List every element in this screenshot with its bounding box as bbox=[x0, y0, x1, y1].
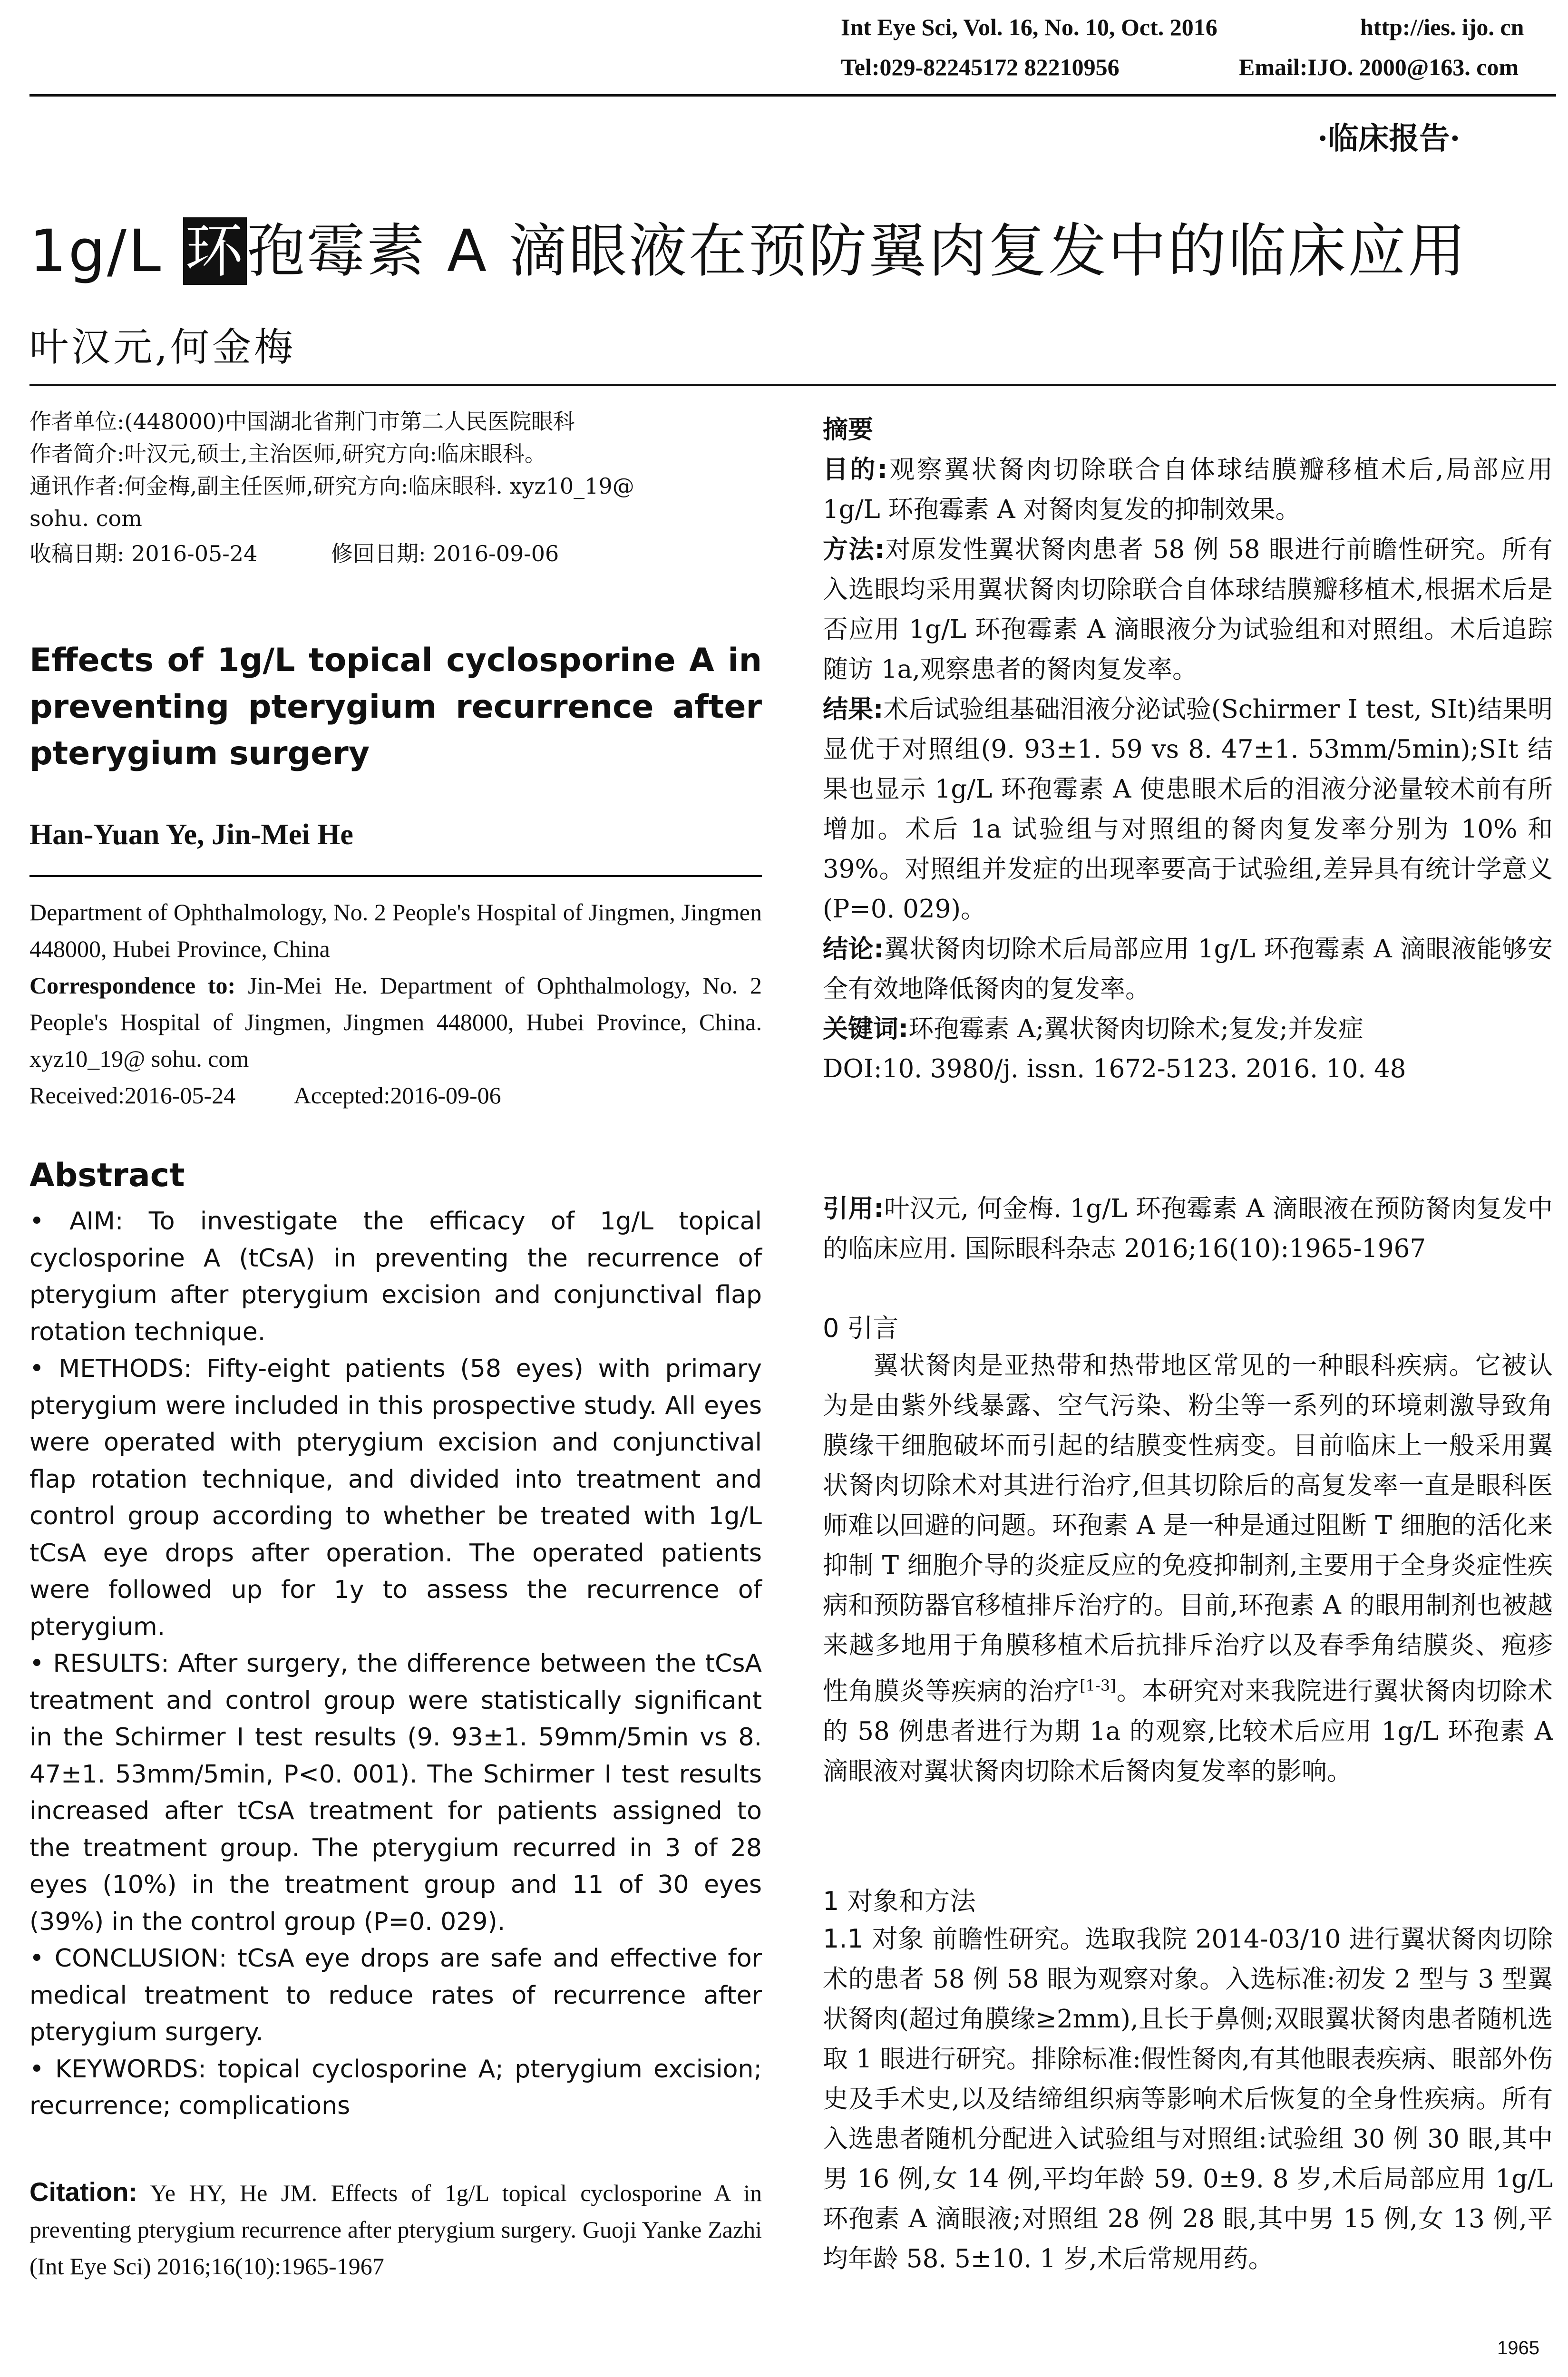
cn-aim: 观察翼状胬肉切除联合自体球结膜瓣移植术后,局部应用 1g/L 环孢霉素 A 对胬肉复发的抑制效果。 bbox=[823, 455, 1553, 524]
intro-body-2: 。本研究对来我院进行翼状胬肉切除术的 58 例患者进行为期 1a 的观察,比较术后应用 1g/L 环孢素 A 滴眼液对翼状胬肉切除术后胬肉复发率的影响。 bbox=[823, 1676, 1553, 1786]
cn-results: 术后试验组基础泪液分泌试验(Schirmer Ⅰ test, SⅠt)结果明显优于对照组(9. 93±1. 59 vs 8. 47±1. 53mm/5min);SⅠt 结果也显示 1g/L 环孢霉素 A 使患眼术后的泪液分泌量较术前有所增加。术后 1a 试验组与对照组的胬肉复发率分别为 10% 和 39%。对照组并发症的出现率要高于试验组,差异具有统计学意义(P=0. 029)。 bbox=[823, 695, 1553, 924]
revised-date: 修回日期: 2016-09-06 bbox=[331, 541, 559, 566]
methods-body: 前瞻性研究。选取我院 2014-03/10 进行翼状胬肉切除术的患者 58 例 58 眼为观察对象。入选标准:初发 2 型与 3 型翼状胬肉(超过角膜缘≥2mm),且长于鼻侧;双眼翼状胬肉患者随机选取 1 眼进行研究。排除标准:假性胬肉,有其他眼表疾病、眼部外伤史及手术史,以及结缔组织病等影响术后恢复的全身性疾病。所有入选患者随机分配进入试验组与对照组:试验组 30 例 30 眼,其中男 16 例,女 14 例,平均年龄 59. 0±9. 8 岁,术后局部应用 1g/L 环孢素 A 滴眼液;对照组 28 例 28 眼,其中男 15 例,女 13 例,平均年龄 58. 5±10. 1 岁,术后常规用药。 bbox=[823, 1925, 1553, 2273]
journal-url[interactable]: http://ies. ijo. cn bbox=[1360, 14, 1524, 40]
correspondence bbox=[29, 967, 762, 1077]
abstract-conclusion: • CONCLUSION: tCsA eye drops are safe and effective for medical treatment to reduce rates of recurrence after pterygium surgery. bbox=[29, 1944, 762, 2046]
abstract-keywords: • KEYWORDS: topical cyclosporine A; pterygium excision; recurrence; complications bbox=[29, 2055, 762, 2120]
cn-cite-label: 引用: bbox=[823, 1194, 884, 1223]
intro-heading: 0 引言 bbox=[823, 1313, 899, 1343]
chinese-abstract bbox=[823, 410, 1553, 1089]
journal-email[interactable]: Email:IJO. 2000@163. com bbox=[1239, 54, 1519, 80]
author-unit: 作者单位:(448000)中国湖北省荆门市第二人民医院眼科 bbox=[29, 409, 575, 434]
correspondence-text: Jin-Mei He. Department of Ophthalmology, No. 2 People's Hospital of Jingmen, Jingmen 448000, Hubei Province, China. xyz10_19@ sohu. com bbox=[29, 972, 762, 1072]
doi[interactable]: DOI:10. 3980/j. issn. 1672-5123. 2016. 10. 48 bbox=[823, 1054, 1406, 1083]
author-info bbox=[29, 405, 762, 570]
english-title: Effects of 1g/L topical cyclosporine A in preventing pterygium recurrence after pterygium surgery bbox=[29, 642, 762, 772]
english-dates bbox=[29, 1077, 762, 1114]
intro-text bbox=[823, 1346, 1553, 1792]
journal-citation-line bbox=[841, 13, 1217, 41]
author-rule bbox=[29, 875, 762, 877]
cn-methods: 对原发性翼状胬肉患者 58 例 58 眼进行前瞻性研究。所有入选眼均采用翼状胬肉切除联合自体球结膜瓣移植术,根据术后是否应用 1g/L 环孢霉素 A 滴眼液分为试验组和对照组。术后追踪随访 1a,观察患者的胬肉复发率。 bbox=[823, 535, 1553, 684]
chinese-abstract-heading: 摘要 bbox=[823, 415, 873, 444]
cn-methods-label: 方法: bbox=[823, 535, 885, 564]
english-received: Received:2016-05-24 bbox=[29, 1082, 236, 1109]
title-prefix: 1g/L bbox=[29, 217, 183, 285]
abstract-heading: Abstract bbox=[29, 1157, 185, 1194]
author-bio: 作者简介:叶汉元,硕士,主治医师,研究方向:临床眼科。 bbox=[29, 441, 546, 467]
correspondence-label: Correspondence to: bbox=[29, 972, 236, 999]
intro-ref: [1-3] bbox=[1080, 1676, 1116, 1695]
abstract-methods: • METHODS: Fifty-eight patients (58 eyes) with primary pterygium were included in this prospective study. All eyes were operated with pterygium excision and conjunctival flap rotation technique, and divided into treatment and control group according to whether be treated with 1g/L tCsA eye drops after operation. The operated patients were followed up for 1y to assess the recurrence of pterygium. bbox=[29, 1354, 762, 1641]
methods-text bbox=[823, 1919, 1553, 2279]
cn-conclusion-label: 结论: bbox=[823, 935, 884, 964]
page-number: 1965 bbox=[1497, 2338, 1539, 2358]
chinese-citation bbox=[823, 1189, 1553, 1269]
intro-body: 翼状胬肉是亚热带和热带地区常见的一种眼科疾病。它被认为是由紫外线暴露、空气污染、粉尘等一系列的环境刺激导致角膜缘干细胞破坏而引起的结膜变性病变。目前临床上一般采用翼状胬肉切除术对其进行治疗,但其切除后的高复发率一直是眼科医师难以回避的问题。环孢素 A 是一种是通过阻断 T 细胞的活化来抑制 T 细胞介导的炎症反应的免疫抑制剂,主要用于全身炎症性疾病和预防器官移植排斥治疗的。目前,环孢素 A 的眼用制剂也被越来越多地用于角膜移植术后抗排斥治疗以及春季角结膜炎、疱疹性角膜炎等疾病的治疗 bbox=[823, 1351, 1553, 1706]
journal-tel: Tel:029-82245172 82210956 bbox=[841, 54, 1120, 80]
english-accepted: Accepted:2016-09-06 bbox=[293, 1082, 501, 1109]
header-rule bbox=[29, 94, 1556, 97]
author-names: 叶汉元,何金梅 bbox=[29, 325, 296, 370]
section-label: ·临床报告· bbox=[1317, 121, 1461, 156]
corresponding-email: sohu. com bbox=[29, 506, 142, 531]
page-title bbox=[29, 205, 1468, 288]
journal-volume: Int Eye Sci, Vol. 16, No. 10, Oct. 2016 bbox=[841, 14, 1217, 40]
citation-label: Citation: bbox=[29, 2177, 138, 2207]
corresponding-author: 通讯作者:何金梅,副主任医师,研究方向:临床眼科. xyz10_19@ bbox=[29, 473, 634, 499]
methods-heading: 1 对象和方法 bbox=[823, 1886, 976, 1916]
cn-keywords-label: 关键词: bbox=[823, 1014, 909, 1043]
english-authors: Han-Yuan Ye, Jin-Mei He bbox=[29, 818, 353, 851]
title-highlight: 环 bbox=[183, 217, 247, 285]
title-rest: 孢霉素 A 滴眼液在预防翼肉复发中的临床应用 bbox=[246, 217, 1468, 285]
cn-cite: 叶汉元, 何金梅. 1g/L 环孢霉素 A 滴眼液在预防胬肉复发中的临床应用. 国际眼科杂志 2016;16(10):1965-1967 bbox=[823, 1194, 1553, 1263]
abstract-results: • RESULTS: After surgery, the difference between the tCsA treatment and control group were statistically significant in the Schirmer I test results (9. 93±1. 59mm/5min vs 8. 47±1. 53mm/5min, P<0. 001). The Schirmer I test results increased after tCsA treatment for patients assigned to the treatment group. The pterygium recurred in 3 of 28 eyes (10%) in the treatment group and 11 of 30 eyes (39%) in the control group (P=0. 029). bbox=[29, 1649, 762, 1936]
dates-line bbox=[29, 537, 762, 570]
cn-keywords: 环孢霉素 A;翼状胬肉切除术;复发;并发症 bbox=[908, 1014, 1363, 1043]
department: Department of Ophthalmology, No. 2 People's Hospital of Jingmen, Jingmen 448000, Hubei Province, China bbox=[29, 899, 762, 962]
affiliation-block bbox=[29, 894, 762, 1114]
received-date: 收稿日期: 2016-05-24 bbox=[29, 541, 258, 566]
cn-results-label: 结果: bbox=[823, 695, 884, 724]
cn-conclusion: 翼状胬肉切除术后局部应用 1g/L 环孢霉素 A 滴眼液能够安全有效地降低胬肉的复发率。 bbox=[823, 935, 1553, 1003]
citation-text: Ye HY, He JM. Effects of 1g/L topical cyclosporine A in preventing pterygium recurrence after pterygium surgery. Guoji Yanke Zazhi (Int Eye Sci) 2016;16(10):1965-1967 bbox=[29, 2180, 762, 2280]
english-abstract bbox=[29, 1203, 762, 2125]
methods-subheading: 1.1 对象 bbox=[823, 1924, 924, 1954]
english-citation bbox=[29, 2173, 762, 2285]
title-rule bbox=[29, 384, 1556, 386]
cn-aim-label: 目的: bbox=[823, 455, 888, 484]
abstract-aim: • AIM: To investigate the efficacy of 1g/L topical cyclosporine A (tCsA) in preventing the recurrence of pterygium after pterygium excision and conjunctival flap rotation technique. bbox=[29, 1207, 762, 1346]
